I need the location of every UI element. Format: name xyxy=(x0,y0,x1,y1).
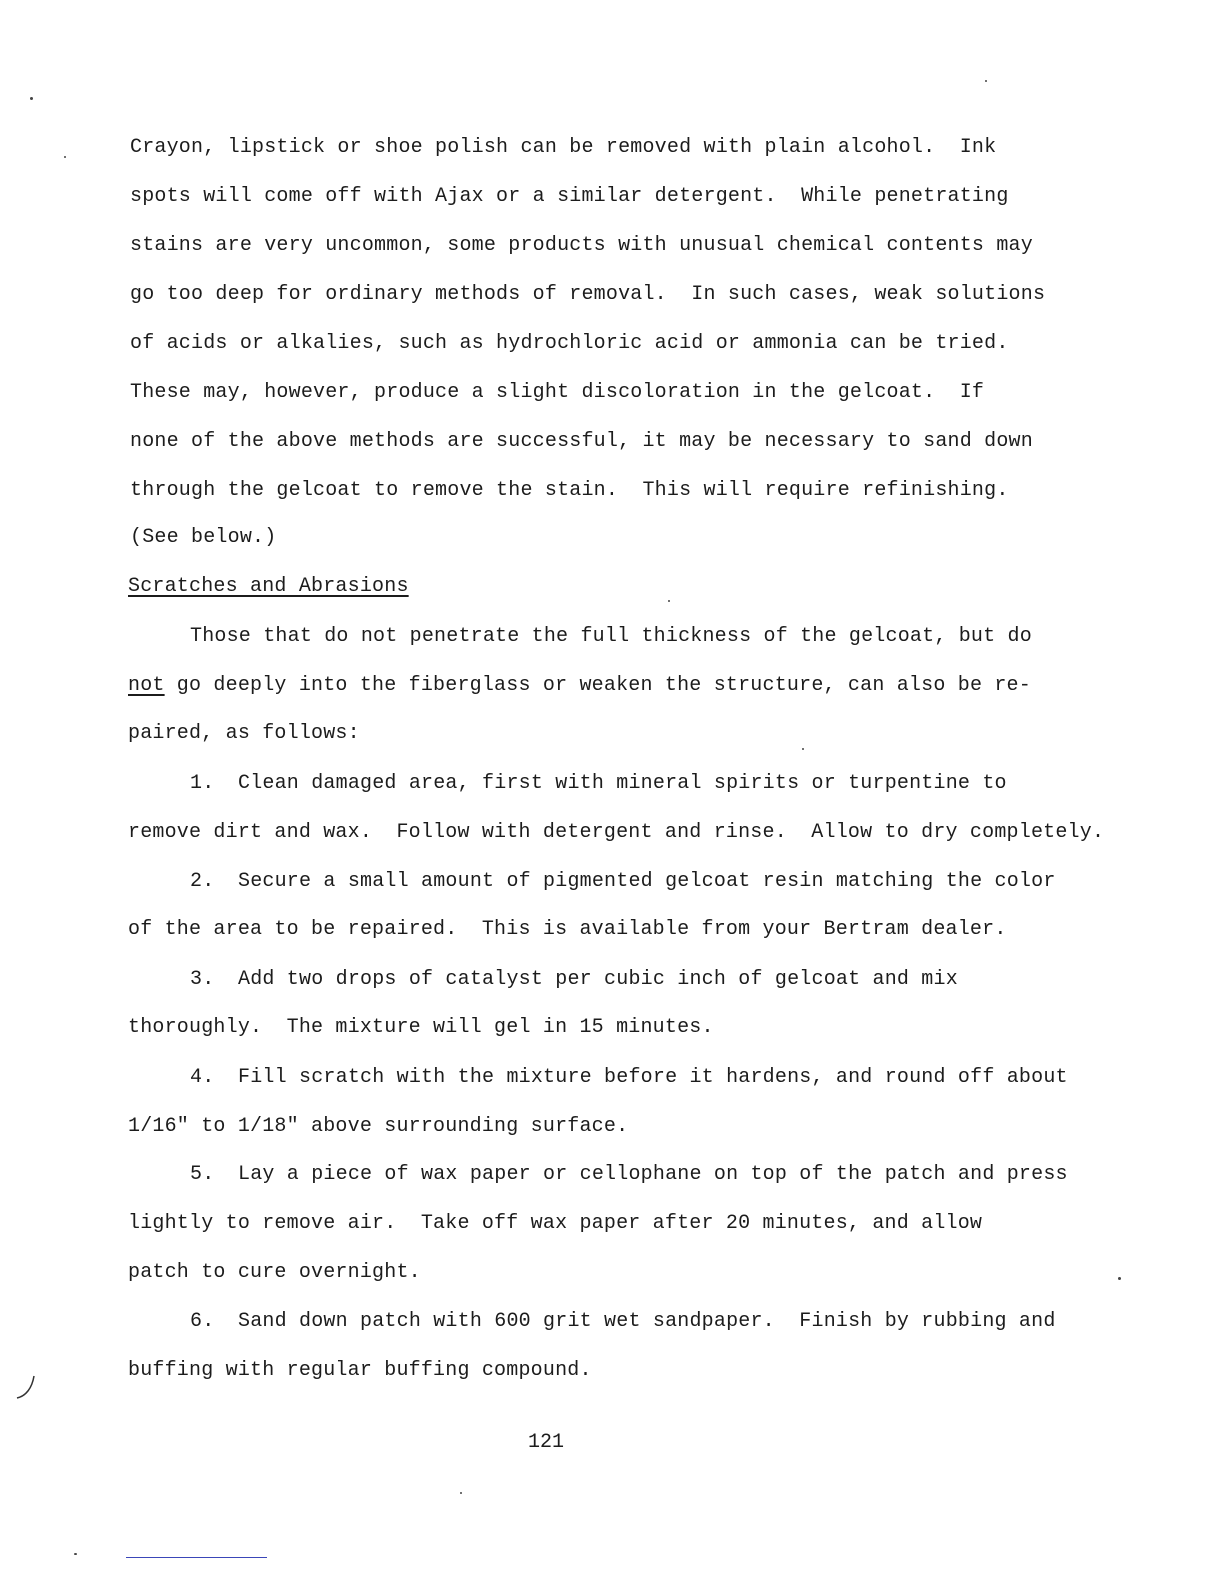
text-line: buffing with regular buffing compound. xyxy=(128,1359,592,1382)
step-number: 1. xyxy=(190,772,215,795)
text-line: through the gelcoat to remove the stain. This will require refinishing. xyxy=(130,479,1009,502)
text-line xyxy=(128,673,1031,699)
scan-speck xyxy=(985,80,987,82)
text-line: patch to cure overnight. xyxy=(128,1261,421,1284)
step-number: 3. xyxy=(190,968,215,991)
text-line: remove dirt and wax. Follow with detergent and rinse. Allow to dry completely. xyxy=(128,821,1105,844)
scan-speck xyxy=(668,600,670,602)
scan-mark xyxy=(14,1372,38,1402)
text-line: stains are very uncommon, some products with unusual chemical contents may xyxy=(130,234,1033,257)
text-line: 1/16" to 1/18" above surrounding surface. xyxy=(128,1115,629,1138)
scan-speck xyxy=(64,156,66,158)
text-line: spots will come off with Ajax or a similar detergent. While penetrating xyxy=(130,185,1009,208)
text-line: Crayon, lipstick or shoe polish can be removed with plain alcohol. Ink xyxy=(130,136,997,159)
text-line: Lay a piece of wax paper or cellophane on top of the patch and press xyxy=(238,1163,1068,1186)
text-line: none of the above methods are successful, it may be necessary to sand down xyxy=(130,430,1033,453)
scan-speck xyxy=(1118,1277,1121,1280)
text-line: Add two drops of catalyst per cubic inch of gelcoat and mix xyxy=(238,968,958,991)
text-line: paired, as follows: xyxy=(128,722,360,745)
scan-speck xyxy=(802,748,804,750)
text-fragment: go deeply into the fiberglass or weaken the structure, can also be re- xyxy=(164,674,1031,697)
text-line: lightly to remove air. Take off wax paper after 20 minutes, and allow xyxy=(128,1212,983,1235)
footer-rule xyxy=(126,1557,267,1558)
text-line: Sand down patch with 600 grit wet sandpaper. Finish by rubbing and xyxy=(238,1310,1056,1333)
scan-speck xyxy=(74,1553,77,1555)
text-line: thoroughly. The mixture will gel in 15 minutes. xyxy=(128,1016,714,1039)
text-line: of acids or alkalies, such as hydrochloric acid or ammonia can be tried. xyxy=(130,332,1009,355)
text-line: Secure a small amount of pigmented gelcoat resin matching the color xyxy=(238,870,1056,893)
section-heading: Scratches and Abrasions xyxy=(128,575,409,598)
text-line: Those that do not penetrate the full thickness of the gelcoat, but do xyxy=(190,625,1032,648)
text-line: (See below.) xyxy=(130,526,277,549)
step-number: 6. xyxy=(190,1310,215,1333)
step-number: 2. xyxy=(190,870,215,893)
page-number: 121 xyxy=(528,1431,565,1454)
text-line: of the area to be repaired. This is available from your Bertram dealer. xyxy=(128,918,1007,941)
text-line: go too deep for ordinary methods of removal. In such cases, weak solutions xyxy=(130,283,1046,306)
step-number: 4. xyxy=(190,1066,215,1089)
step-number: 5. xyxy=(190,1163,215,1186)
text-line: Fill scratch with the mixture before it hardens, and round off about xyxy=(238,1066,1068,1089)
text-line: These may, however, produce a slight discoloration in the gelcoat. If xyxy=(130,381,985,404)
scan-speck xyxy=(460,1492,462,1494)
emphasis-not: not xyxy=(128,674,165,697)
text-line: Clean damaged area, first with mineral spirits or turpentine to xyxy=(238,772,1007,795)
scan-speck xyxy=(30,97,33,100)
